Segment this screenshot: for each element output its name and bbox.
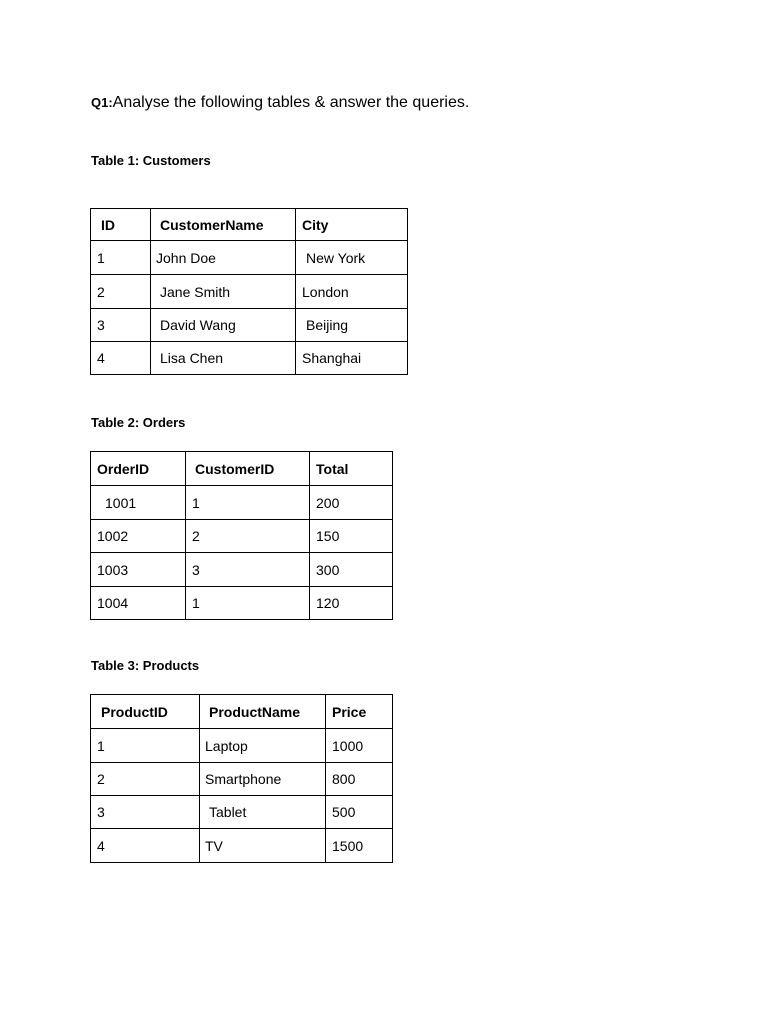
column-header: ID bbox=[91, 209, 151, 241]
table-cell: 200 bbox=[310, 486, 393, 520]
column-header: CustomerName bbox=[151, 209, 296, 241]
table-cell: 1 bbox=[186, 587, 310, 620]
table-cell: 1 bbox=[91, 241, 151, 275]
table-cell: New York bbox=[296, 241, 408, 275]
table-row bbox=[91, 486, 393, 520]
orders-table bbox=[90, 451, 393, 620]
table-cell: 120 bbox=[310, 587, 393, 620]
table-cell: 1001 bbox=[91, 486, 186, 520]
column-header: ProductID bbox=[91, 695, 200, 729]
table-cell: 1500 bbox=[326, 829, 393, 863]
table-cell: 4 bbox=[91, 342, 151, 375]
table-cell: 150 bbox=[310, 520, 393, 553]
table-cell: 500 bbox=[326, 796, 393, 829]
table-cell: 3 bbox=[91, 796, 200, 829]
table-cell: Shanghai bbox=[296, 342, 408, 375]
table-cell: 2 bbox=[91, 275, 151, 309]
table-header-row bbox=[91, 695, 393, 729]
table-row bbox=[91, 241, 408, 275]
table-cell: 3 bbox=[91, 309, 151, 342]
table-cell: John Doe bbox=[151, 241, 296, 275]
table-cell: 1004 bbox=[91, 587, 186, 620]
question-number: Q1: bbox=[91, 95, 113, 110]
table-cell: 4 bbox=[91, 829, 200, 863]
table-cell: 1 bbox=[91, 729, 200, 763]
table-cell: Jane Smith bbox=[151, 275, 296, 309]
table-cell: TV bbox=[200, 829, 326, 863]
table-row bbox=[91, 553, 393, 587]
table-cell: Tablet bbox=[200, 796, 326, 829]
products-table bbox=[90, 694, 393, 863]
table-header-row bbox=[91, 452, 393, 486]
question-heading bbox=[91, 93, 469, 113]
column-header: Price bbox=[326, 695, 393, 729]
table-row bbox=[91, 763, 393, 796]
table-cell: 1 bbox=[186, 486, 310, 520]
table-cell: London bbox=[296, 275, 408, 309]
column-header: ProductName bbox=[200, 695, 326, 729]
table-header-row bbox=[91, 209, 408, 241]
column-header: CustomerID bbox=[186, 452, 310, 486]
table-cell: 1003 bbox=[91, 553, 186, 587]
table-row bbox=[91, 587, 393, 620]
table-row bbox=[91, 729, 393, 763]
table-cell: 2 bbox=[91, 763, 200, 796]
table-cell: 2 bbox=[186, 520, 310, 553]
table-row bbox=[91, 829, 393, 863]
table-row bbox=[91, 342, 408, 375]
table-cell: 800 bbox=[326, 763, 393, 796]
table-row bbox=[91, 520, 393, 553]
customers-table-caption: Table 1: Customers bbox=[91, 153, 211, 168]
customers-table bbox=[90, 208, 408, 375]
table-cell: 1002 bbox=[91, 520, 186, 553]
question-text: Analyse the following tables & answer the queries. bbox=[112, 94, 470, 111]
table-cell: David Wang bbox=[151, 309, 296, 342]
table-cell: 300 bbox=[310, 553, 393, 587]
table-cell: Lisa Chen bbox=[151, 342, 296, 375]
table-row bbox=[91, 309, 408, 342]
table-cell: 1000 bbox=[326, 729, 393, 763]
table-cell: Smartphone bbox=[200, 763, 326, 796]
table-cell: 3 bbox=[186, 553, 310, 587]
column-header: Total bbox=[310, 452, 393, 486]
column-header: OrderID bbox=[91, 452, 186, 486]
table-row bbox=[91, 275, 408, 309]
table-row bbox=[91, 796, 393, 829]
products-table-caption: Table 3: Products bbox=[91, 658, 200, 673]
table-cell: Beijing bbox=[296, 309, 408, 342]
column-header: City bbox=[296, 209, 408, 241]
orders-table-caption: Table 2: Orders bbox=[91, 415, 186, 430]
table-cell: Laptop bbox=[200, 729, 326, 763]
